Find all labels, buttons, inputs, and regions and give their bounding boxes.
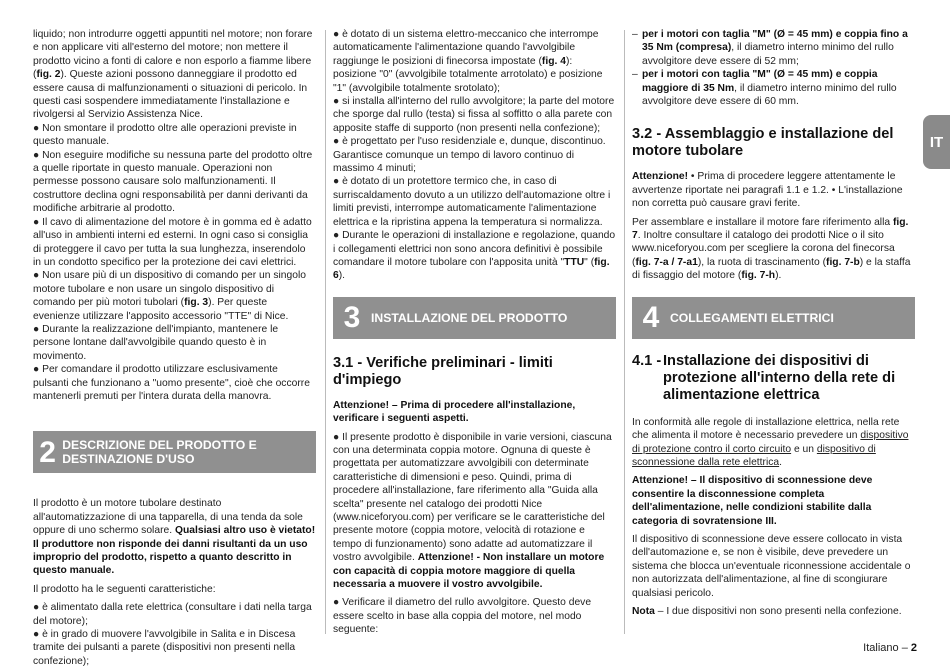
bullet: ● Il presente prodotto è disponibile in varie versioni, ciascuna con una determinata coppia motore. Ognuna di queste è progettata per automatizzare avvolgibili con determinate caratteristiche di dimensioni e peso. Quindi, prima di procedere all'installazione, fare riferimento alla "Guida alla scelta" presente nel catalogo dei prodotti Nice (www.niceforyou.com) per verificare se le caratteristiche del presente motore (coppia motore, velocità di rotazione e tempo di funzionamento) sono adatte ad automatizzare il vostro avvolgibile. Attenzione! - Non installare un motore con capacità di coppia motore maggiore di quella necessaria a muovere il vostro avvolgibile. xyxy=(333,431,612,590)
column-divider xyxy=(624,30,625,634)
section-title: DESCRIZIONE DEL PRODOTTO E DESTINAZIONE D'USO xyxy=(62,438,257,467)
warning: Attenzione! – Prima di procedere all'installazione, verificare i seguenti aspetti. xyxy=(333,399,576,425)
column-1 xyxy=(33,28,316,668)
section-number: 3 xyxy=(343,301,361,335)
list-item: – per i motori con taglia "M" (Ø = 45 mm) e coppia maggiore di 35 Nm, il diametro interno minimo del rullo avvolgitore deve essere di 60 mm. xyxy=(632,69,897,108)
figure-ref: fig. 4 xyxy=(541,55,566,67)
figure-ref: fig. 2 xyxy=(36,69,61,81)
bullet: ● è dotato di un protettore termico che, in caso di surriscaldamento dovuto a un utilizzo dell'automazione oltre i limiti previsti, interrompe automaticamente l'alimentazione elettrica e la ripristina appena la temperatura si normalizza. xyxy=(333,176,611,228)
section-number: 4 xyxy=(642,300,660,334)
bullet: ● Per comandare il prodotto utilizzare esclusivamente pulsanti che funzionano a "uomo presente", cioè che occorre mantenerli premuti per l'intera durata della manovra. xyxy=(33,364,310,402)
column-divider xyxy=(325,30,326,634)
bullet: ● è dotato di un sistema elettro-meccanico che interrompe automaticamente l'alimentazione quando l'avvolgibile raggiunge le posizioni di finecorsa impostate (fig. 4): posizione "0" (avvolgibile totalmente arrotolato) e posizione "1" (avvolgibile totalmente srotolato); xyxy=(333,29,603,94)
warning: Attenzione! • Prima di procedere leggere attentamente le avvertenze riportate nei paragrafi 1.1 e 1.2. • L'installazione non corretta può causare gravi ferite. xyxy=(632,171,903,210)
paragraph: Il prodotto è un motore tubolare destinato all'automatizzazione di una tapparella, di una tenda da sole oppure di uno schermo solare. Qualsiasi altro uso è vietato! Il produttore non risponde dei danni risultanti da un uso improprio del prodotto, rispetto a quanto descritto in questo manuale. xyxy=(33,498,316,577)
section-title: INSTALLAZIONE DEL PRODOTTO xyxy=(371,310,568,325)
warning: Attenzione! – Il dispositivo di sconnessione deve consentire la disconnessione completa dell'alimentazione, nelle condizioni stabilite dalla categoria di sovratensione III. xyxy=(632,475,873,527)
subsection-heading: 4.1 - Installazione dei dispositivi di protezione all'interno della rete di alimentazione elettrica xyxy=(632,352,896,403)
bullet: ● è in grado di muovere l'avvolgibile in Salita e in Discesa tramite dei pulsanti a parete (dispositivi non presenti nella confezione); xyxy=(33,629,296,667)
list-item: – per i motori con taglia "M" (Ø = 45 mm) e coppia fino a 35 Nm (compresa), il diametro interno minimo del rullo avvolgitore deve essere di 52 mm; xyxy=(632,29,908,67)
section-3-header xyxy=(333,297,616,339)
subsection-heading: 3.1 - Verifiche preliminari - limiti d'impiego xyxy=(333,354,553,388)
bullet: ● Durante la realizzazione dell'impianto, mantenere le persone lontane dall'avvolgibile quando questo è in movimento. xyxy=(33,323,279,362)
paragraph: Per assemblare e installare il motore fare riferimento alla fig. 7. Inoltre consultare il catalogo dei prodotti Nice o il sito www.niceforyou.com per scegliere la corona del finecorsa (fig. 7-a / 7-a1), la ruota di trascinamento (fig. 7-b) e la staffa di fissaggio del motore (fig. 7-h). xyxy=(632,216,911,282)
bullet: ● è progettato per l'uso residenziale e, dunque, discontinuo. Garantisce comunque un tempo di lavoro continuo di massimo 4 minuti; xyxy=(333,136,606,175)
note: Nota – I due dispositivi non sono presenti nella confezione. xyxy=(632,605,902,617)
bullet: ● Non eseguire modifiche su nessuna parte del prodotto oltre a quelle riportate in questo manuale. Operazioni non permesse possono causare solo malfunzionamenti. Il costruttore declina ogni responsabilità per danni derivanti da modifiche arbitrarie al prodotto. xyxy=(33,149,313,215)
paragraph: Il dispositivo di sconnessione deve essere collocato in vista dell'automazione e, se non è visibile, deve prevedere un sistema che blocca un'eventuale riconnessione accidentale o non autorizzata dell'alimentazione, al fine di scongiurare qualsiasi pericolo. xyxy=(632,533,911,599)
section-2-header xyxy=(33,431,316,473)
bullet: ● Il cavo di alimentazione del motore è in gomma ed è adatto all'uso in ambienti interni ed esterni. In ogni caso si consiglia di proteggere il cavo per tutta la sua lunghezza, inserendolo in un condotto specifico per la protezione dei cavi elettrici. xyxy=(33,216,312,268)
section-4-header xyxy=(632,297,915,339)
figure-ref: fig. 6 xyxy=(333,256,610,282)
page-number: 2 xyxy=(910,642,917,654)
subsection-heading: 3.2 - Assemblaggio e installazione del motore tubolare xyxy=(632,126,894,160)
bullet: ● Durante le operazioni di installazione e regolazione, quando i collegamenti elettrici non sono ancora definitivi è possibile comandare il motore tubolare con l'apposita unità "TTU" (fig. 6). xyxy=(333,230,616,282)
section-title: COLLEGAMENTI ELETTRICI xyxy=(670,310,834,325)
bullet: ● è alimentato dalla rete elettrica (consultare i dati nella targa del motore); xyxy=(33,602,312,627)
column-2 xyxy=(333,28,616,637)
page-footer: Italiano – 2 xyxy=(863,642,917,654)
column-3 xyxy=(632,28,915,618)
bullet: ● Non usare più di un dispositivo di comando per un singolo motore tubolare e non usare un singolo dispositivo di comando per più motori tubolari (fig. 3). Per queste evenienze utilizzare l'apposito accessorio "TTE" di Nice. xyxy=(33,270,306,322)
paragraph: Il prodotto ha le seguenti caratteristiche: xyxy=(33,583,216,595)
language-tab: IT xyxy=(923,115,950,169)
section-number: 2 xyxy=(39,435,56,469)
bullet: ● si installa all'interno del rullo avvolgitore; la parte del motore che sporge dal rullo (testa) si fissa al soffitto o alla parete con apposite staffe di supporto (non presenti nella confezione); xyxy=(333,96,615,134)
bullet: ● Verificare il diametro del rullo avvolgitore. Questo deve essere scelto in base alla coppia del motore, nel modo seguente: xyxy=(333,597,592,636)
paragraph: In conformità alle regole di installazione elettrica, nella rete che alimenta il motore è necessario prevedere un dispositivo di protezione contro il corto circuito e un dispositivo di sconnessione dalla rete elettrica. xyxy=(632,416,909,468)
figure-ref: fig. 3 xyxy=(184,297,209,309)
bullet: ● Non smontare il prodotto oltre alle operazioni previste in questo manuale. xyxy=(33,122,297,148)
paragraph: liquido; non introdurre oggetti appuntiti nel motore; non forare e non applicare viti all'esterno del motore; non mettere il prodotto vicino a fonti di calore e non esporlo a fiamme libere (fig. 2). Queste azioni possono danneggiare il prodotto ed essere causa di malfunzionamenti o situazioni di pericolo. In questi casi sospendere immediatamente l'installazione e rivolgersi al Servizio Assistenza Nice. xyxy=(33,29,313,121)
